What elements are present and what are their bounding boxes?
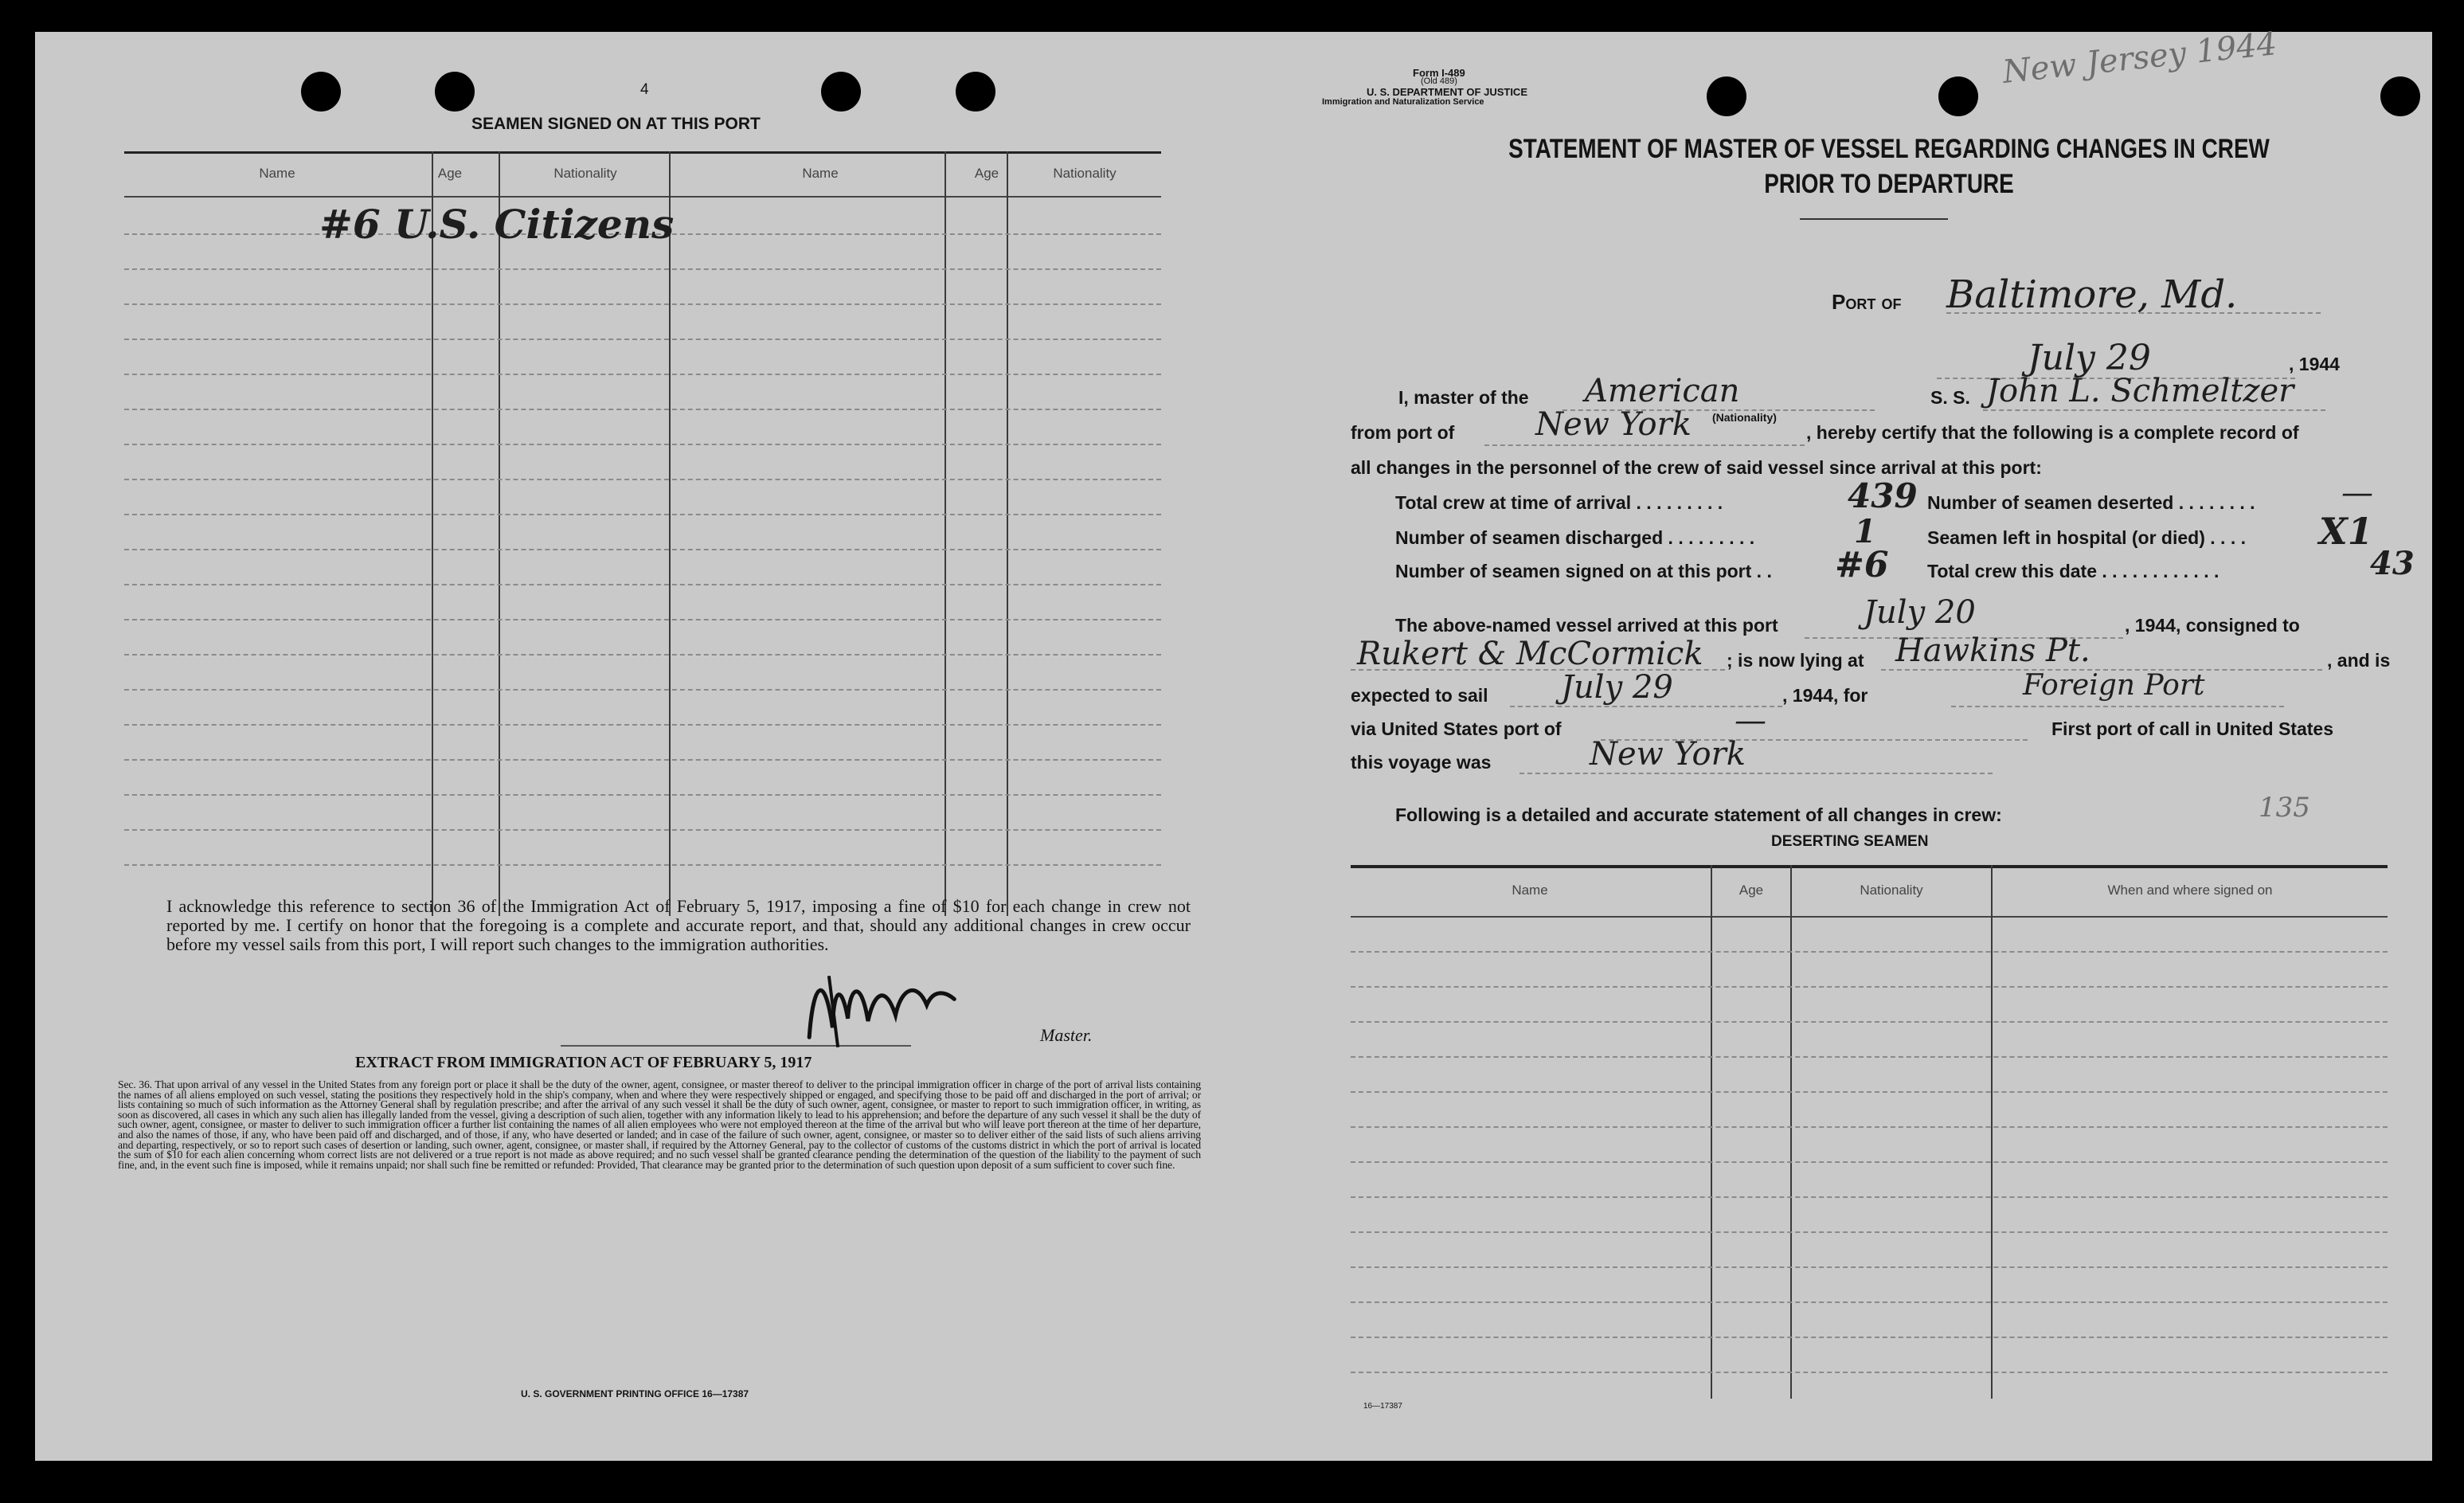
handwritten-entry: #6 U.S. Citizens <box>319 201 675 248</box>
title-underline <box>1800 218 1948 220</box>
table-row-rule <box>124 584 1161 585</box>
column-divider <box>499 151 500 916</box>
signed-on-value: #6 <box>1835 545 1889 585</box>
total-crew-date-value: 43 <box>2370 545 2415 582</box>
discharged-label: Number of seamen discharged . . . . . . . . . <box>1395 527 1755 548</box>
form-number: Form I-489 <box>1413 67 1465 79</box>
ship-name: John L. Schmeltzer <box>1986 373 2294 409</box>
form-old-number: (Old 489) <box>1421 76 1457 86</box>
all-changes-text: all changes in the personnel of the crew of said vessel since arrival at this port: <box>1351 457 2042 478</box>
table-header-rule <box>124 196 1161 198</box>
table-row-rule <box>124 759 1161 761</box>
table-row-rule <box>124 268 1161 270</box>
table-row-rule <box>124 829 1161 831</box>
right-printer-line: 16—17387 <box>1363 1402 1402 1411</box>
desert-row-rule <box>1351 1161 2388 1163</box>
table-row-rule <box>124 654 1161 656</box>
document-sheet <box>35 25 2432 1461</box>
desert-row-rule <box>1351 1091 2388 1093</box>
desert-row-rule <box>1351 1372 2388 1373</box>
total-crew-arrival-label: Total crew at time of arrival . . . . . . . . . <box>1395 492 1723 513</box>
punch-hole <box>1938 76 1978 116</box>
following-text: Following is a detailed and accurate statement of all changes in crew: <box>1395 804 2002 825</box>
desert-column-divider <box>1991 865 1993 1399</box>
desert-column-age: Age <box>1738 883 1764 898</box>
table-row-rule <box>124 689 1161 691</box>
column-header-age: Age <box>437 166 463 181</box>
master-signature <box>796 955 962 1065</box>
table-row-rule <box>124 514 1161 515</box>
nationality-value: American <box>1585 373 1740 409</box>
desert-column-divider <box>1711 865 1712 1399</box>
punch-hole <box>821 72 861 112</box>
extract-title: EXTRACT FROM IMMIGRATION ACT OF FEBRUARY 5, 1917 <box>355 1054 812 1071</box>
via-label: via United States port of <box>1351 718 1562 739</box>
deserted-value: — <box>2341 475 2373 511</box>
arrived-year: , 1944, consigned to <box>2125 615 2300 636</box>
nationality-label: (Nationality) <box>1712 411 1777 424</box>
page-number: 4 <box>640 81 649 98</box>
desert-table-header-rule <box>1351 916 2388 918</box>
desert-column-nationality: Nationality <box>1860 883 1923 898</box>
table-row-rule <box>124 724 1161 726</box>
table-row-rule <box>124 864 1161 866</box>
table-row-rule <box>124 619 1161 620</box>
ss-label: S. S. <box>1930 387 1970 408</box>
desert-row-rule <box>1351 1231 2388 1233</box>
arrived-value: July 20 <box>1864 594 1976 631</box>
top-right-annotation: New Jersey 1944 <box>2001 25 2279 91</box>
ship-field-line <box>1983 409 2325 411</box>
column-header-age-2: Age <box>974 166 999 181</box>
lying-value: Hawkins Pt. <box>1895 632 2090 669</box>
table-row-rule <box>124 444 1161 445</box>
voyage-label: this voyage was <box>1351 752 1492 773</box>
form-title-line1: STATEMENT OF MASTER OF VESSEL REGARDING CHANGES IN CREW <box>1508 134 2270 164</box>
column-divider <box>669 151 671 916</box>
consignee-value: Rukert & McCormick <box>1357 636 1703 672</box>
lying-label: ; is now lying at <box>1727 650 1864 671</box>
desert-column-name: Name <box>1512 883 1548 898</box>
signed-on-label: Number of seamen signed on at this port . . <box>1395 561 1772 581</box>
desert-row-rule <box>1351 1196 2388 1198</box>
voyage-value: New York <box>1590 736 1746 773</box>
voyage-field-line <box>1519 773 1993 774</box>
desert-row-rule <box>1351 951 2388 953</box>
punch-hole <box>435 72 475 112</box>
table-row-rule <box>124 339 1161 340</box>
punch-hole <box>1707 76 1746 116</box>
and-is-label: , and is <box>2327 650 2391 671</box>
punch-hole <box>2380 76 2420 116</box>
desert-column-signed-on: When and where signed on <box>2107 883 2273 898</box>
left-title: SEAMEN SIGNED ON AT THIS PORT <box>471 115 761 133</box>
desert-row-rule <box>1351 1056 2388 1058</box>
column-divider <box>432 151 433 916</box>
sail-value: July 29 <box>1561 669 1673 706</box>
desert-row-rule <box>1351 1266 2388 1268</box>
signature-drawing <box>796 955 961 1054</box>
column-divider <box>1007 151 1008 916</box>
table-row-rule <box>124 794 1161 796</box>
department-name: U. S. DEPARTMENT OF JUSTICE <box>1367 86 1527 98</box>
total-crew-arrival-value: 439 <box>1848 476 1918 515</box>
discharged-value: 1 <box>1854 513 1876 550</box>
punch-hole <box>301 72 341 112</box>
for-value: Foreign Port <box>2023 669 2205 702</box>
left-printer-line: U. S. GOVERNMENT PRINTING OFFICE 16—17387 <box>521 1388 749 1399</box>
deserted-label: Number of seamen deserted . . . . . . . . <box>1927 492 2255 513</box>
table-row-rule <box>124 409 1161 410</box>
port-label: Port of <box>1832 290 1902 314</box>
for-field-line <box>1951 706 2284 707</box>
column-header-name-2: Name <box>802 166 839 181</box>
table-row-rule <box>124 479 1161 480</box>
table-top-rule <box>124 151 1161 154</box>
master-of-label: I, master of the <box>1398 387 1529 408</box>
service-name: Immigration and Naturalization Service <box>1322 97 1484 107</box>
punch-hole <box>956 72 995 112</box>
table-row-rule <box>124 303 1161 305</box>
year-label: , 1944 <box>2289 354 2340 374</box>
first-port-label: First port of call in United States <box>2051 718 2333 739</box>
port-value: Baltimore, Md. <box>1946 272 2238 317</box>
date-value: July 29 <box>2028 338 2151 378</box>
desert-column-divider <box>1790 865 1792 1399</box>
desert-row-rule <box>1351 1301 2388 1303</box>
column-divider <box>945 151 946 916</box>
sail-year: , 1944, for <box>1782 685 1868 706</box>
from-port-label: from port of <box>1351 422 1455 443</box>
column-header-nationality: Nationality <box>553 166 617 181</box>
table-row-rule <box>124 549 1161 550</box>
column-header-nationality-2: Nationality <box>1053 166 1117 181</box>
from-port-field-line <box>1484 444 1805 446</box>
side-number: 135 <box>2259 792 2310 824</box>
master-label: Master. <box>1040 1025 1093 1045</box>
desert-row-rule <box>1351 1021 2388 1023</box>
deserting-title: DESERTING SEAMEN <box>1771 833 1929 850</box>
desert-table-top-rule <box>1351 865 2388 868</box>
desert-row-rule <box>1351 986 2388 988</box>
total-crew-date-label: Total crew this date . . . . . . . . . . . . <box>1927 561 2220 581</box>
via-value: — <box>1735 703 1766 739</box>
hospital-label: Seamen left in hospital (or died) . . . . <box>1927 527 2246 548</box>
extract-text: Sec. 36. That upon arrival of any vessel in the United States from any foreign port or place it shall be the duty of the owner, agent, consignee, or master thereof to deliver to the principal immigration officer in charge of the port of arrival lists containing the names of all aliens employed on such vessel, stating the positions they respectively hold in the ship's company, when and where they were respectively shipped or engaged, and specifying those to be paid off and discharged in the port of arrival; or lists containing so much of such information as the Attorney General shall by regulation prescribe; and after the arrival of any such vessel it shall be the duty of such owner, agent, consignee, or master to report to such immigration officer, in writing, as soon as discovered, all cases in which any such alien has illegally landed from the vessel, giving a description of such alien, together with any information likely to lead to his apprehension; and before the departure of any such vessel it shall be the duty of such owner, agent, consignee, or master to deliver to such immigration officer a further list containing the names of all alien employees who were not employed thereon at the time of the arrival but who will leave port thereon at the time of her departure, and also the names of those, if any, who have been paid off and discharged, and of those, if any, who have deserted or landed; and in case of the failure of such owner, agent, consignee, or master so to deliver either of the said lists of such aliens arriving and departing, respectively, or so to report such cases of desertion or landing, such owner, agent, consignee, or master shall, if required by the Attorney General, pay to the collector of customs of the customs district in which the port of arrival is located the sum of $10 for each alien concerning whom correct lists are not delivered or a true report is not made as above required; and no such vessel shall be granted clearance pending the determination of the question of the liability to the payment of such fine, and, in the event such fine is imposed, while it remains unpaid; nor shall such fine be remitted or refunded: Provided, That clearance may be granted prior to the determination of such question upon deposit of a sum sufficient to cover such fine. <box>118 1078 1201 1171</box>
arrived-label: The above-named vessel arrived at this port <box>1395 615 1778 636</box>
acknowledgement-text: I acknowledge this reference to section 36 of the Immigration Act of February 5, 1917, imposing a fine of $10 for each change in crew not reported by me. I certify on honor that the foregoing is a complete and accurate report, and that, should any additional changes in crew occur before my vessel sails from this port, I will report such changes to the immigration authorities. <box>166 896 1191 954</box>
certify-text: , hereby certify that the following is a complete record of <box>1806 422 2299 443</box>
table-row-rule <box>124 374 1161 375</box>
desert-row-rule <box>1351 1126 2388 1128</box>
column-header-name: Name <box>259 166 295 181</box>
expected-label: expected to sail <box>1351 685 1488 706</box>
hospital-value: X1 <box>2319 510 2373 553</box>
from-port-value: New York <box>1535 406 1692 443</box>
desert-row-rule <box>1351 1337 2388 1338</box>
form-title-line2: PRIOR TO DEPARTURE <box>1764 169 2014 199</box>
